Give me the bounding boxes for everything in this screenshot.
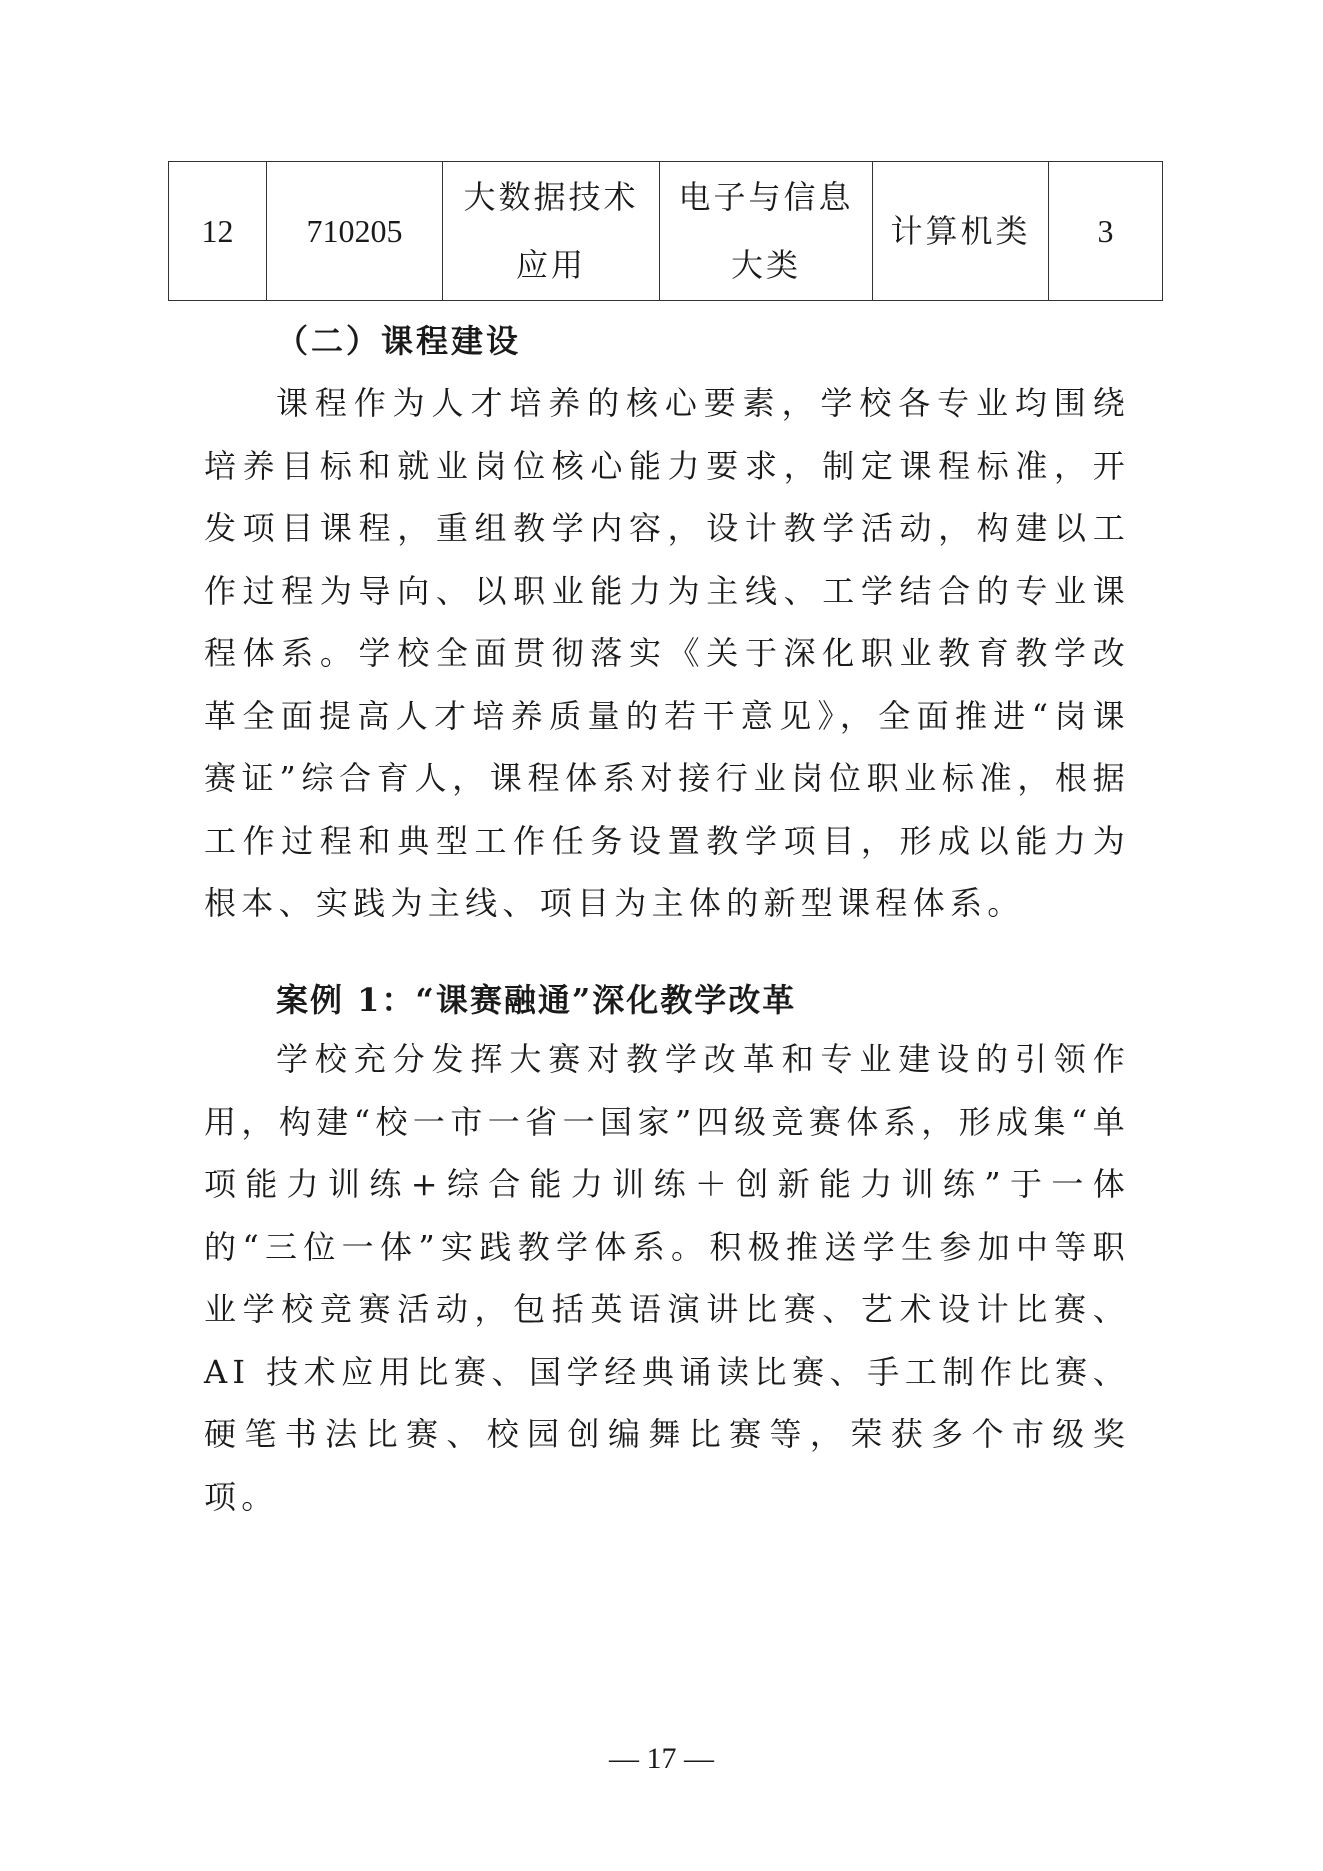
- category-line1: 电子与信息: [678, 178, 854, 216]
- case-title: 案例 1：“课赛融通”深化教学改革: [276, 981, 797, 1019]
- row-index: 12: [169, 162, 267, 301]
- section-paragraph: 课程作为人才培养的核心要素，学校各专业均围绕培养目标和就业岗位核心能力要求，制定课程标准，开发项目课程，重组教学内容，设计教学活动，构建以工作过程为导向、以职业能力为主线、工学结合的专业课程体系。学校全面贯彻落实《关于深化职业教育教学改革全面提高人才培养质量的若干意见》，全面推进“岗课赛证”综合育人，课程体系对接行业岗位职业标准，根据工作过程和典型工作任务设置教学项目，形成以能力为根本、实践为主线、项目为主体的新型课程体系。: [204, 384, 1130, 922]
- case-paragraph: 学校充分发挥大赛对教学改革和专业建设的引领作用，构建“校一市一省一国家”四级竞赛体系，形成集“单项能力训练+综合能力训练＋创新能力训练”于一体的“三位一体”实践教学体系。积极推送学生参加中等职业学校竞赛活动，包括英语演讲比赛、艺术设计比赛、AI 技术应用比赛、国学经典诵读比赛、手工制作比赛、硬笔书法比赛、校园创编舞比赛等，荣获多个市级奖项。: [204, 1040, 1130, 1516]
- major-name-line1: 大数据技术: [463, 178, 639, 216]
- subcategory: 计算机类: [873, 162, 1049, 301]
- major-name-line2: 应用: [515, 246, 586, 284]
- major-name-cell: [443, 162, 660, 301]
- majors-table: [168, 161, 1163, 301]
- major-code: 710205: [267, 162, 443, 301]
- table-row: [169, 162, 1163, 301]
- study-years: 3: [1049, 162, 1163, 301]
- category-line2: 大类: [730, 246, 801, 284]
- page-number: — 17 —: [609, 1742, 714, 1775]
- category-cell: [660, 162, 873, 301]
- section-heading: （二）课程建设: [276, 322, 522, 360]
